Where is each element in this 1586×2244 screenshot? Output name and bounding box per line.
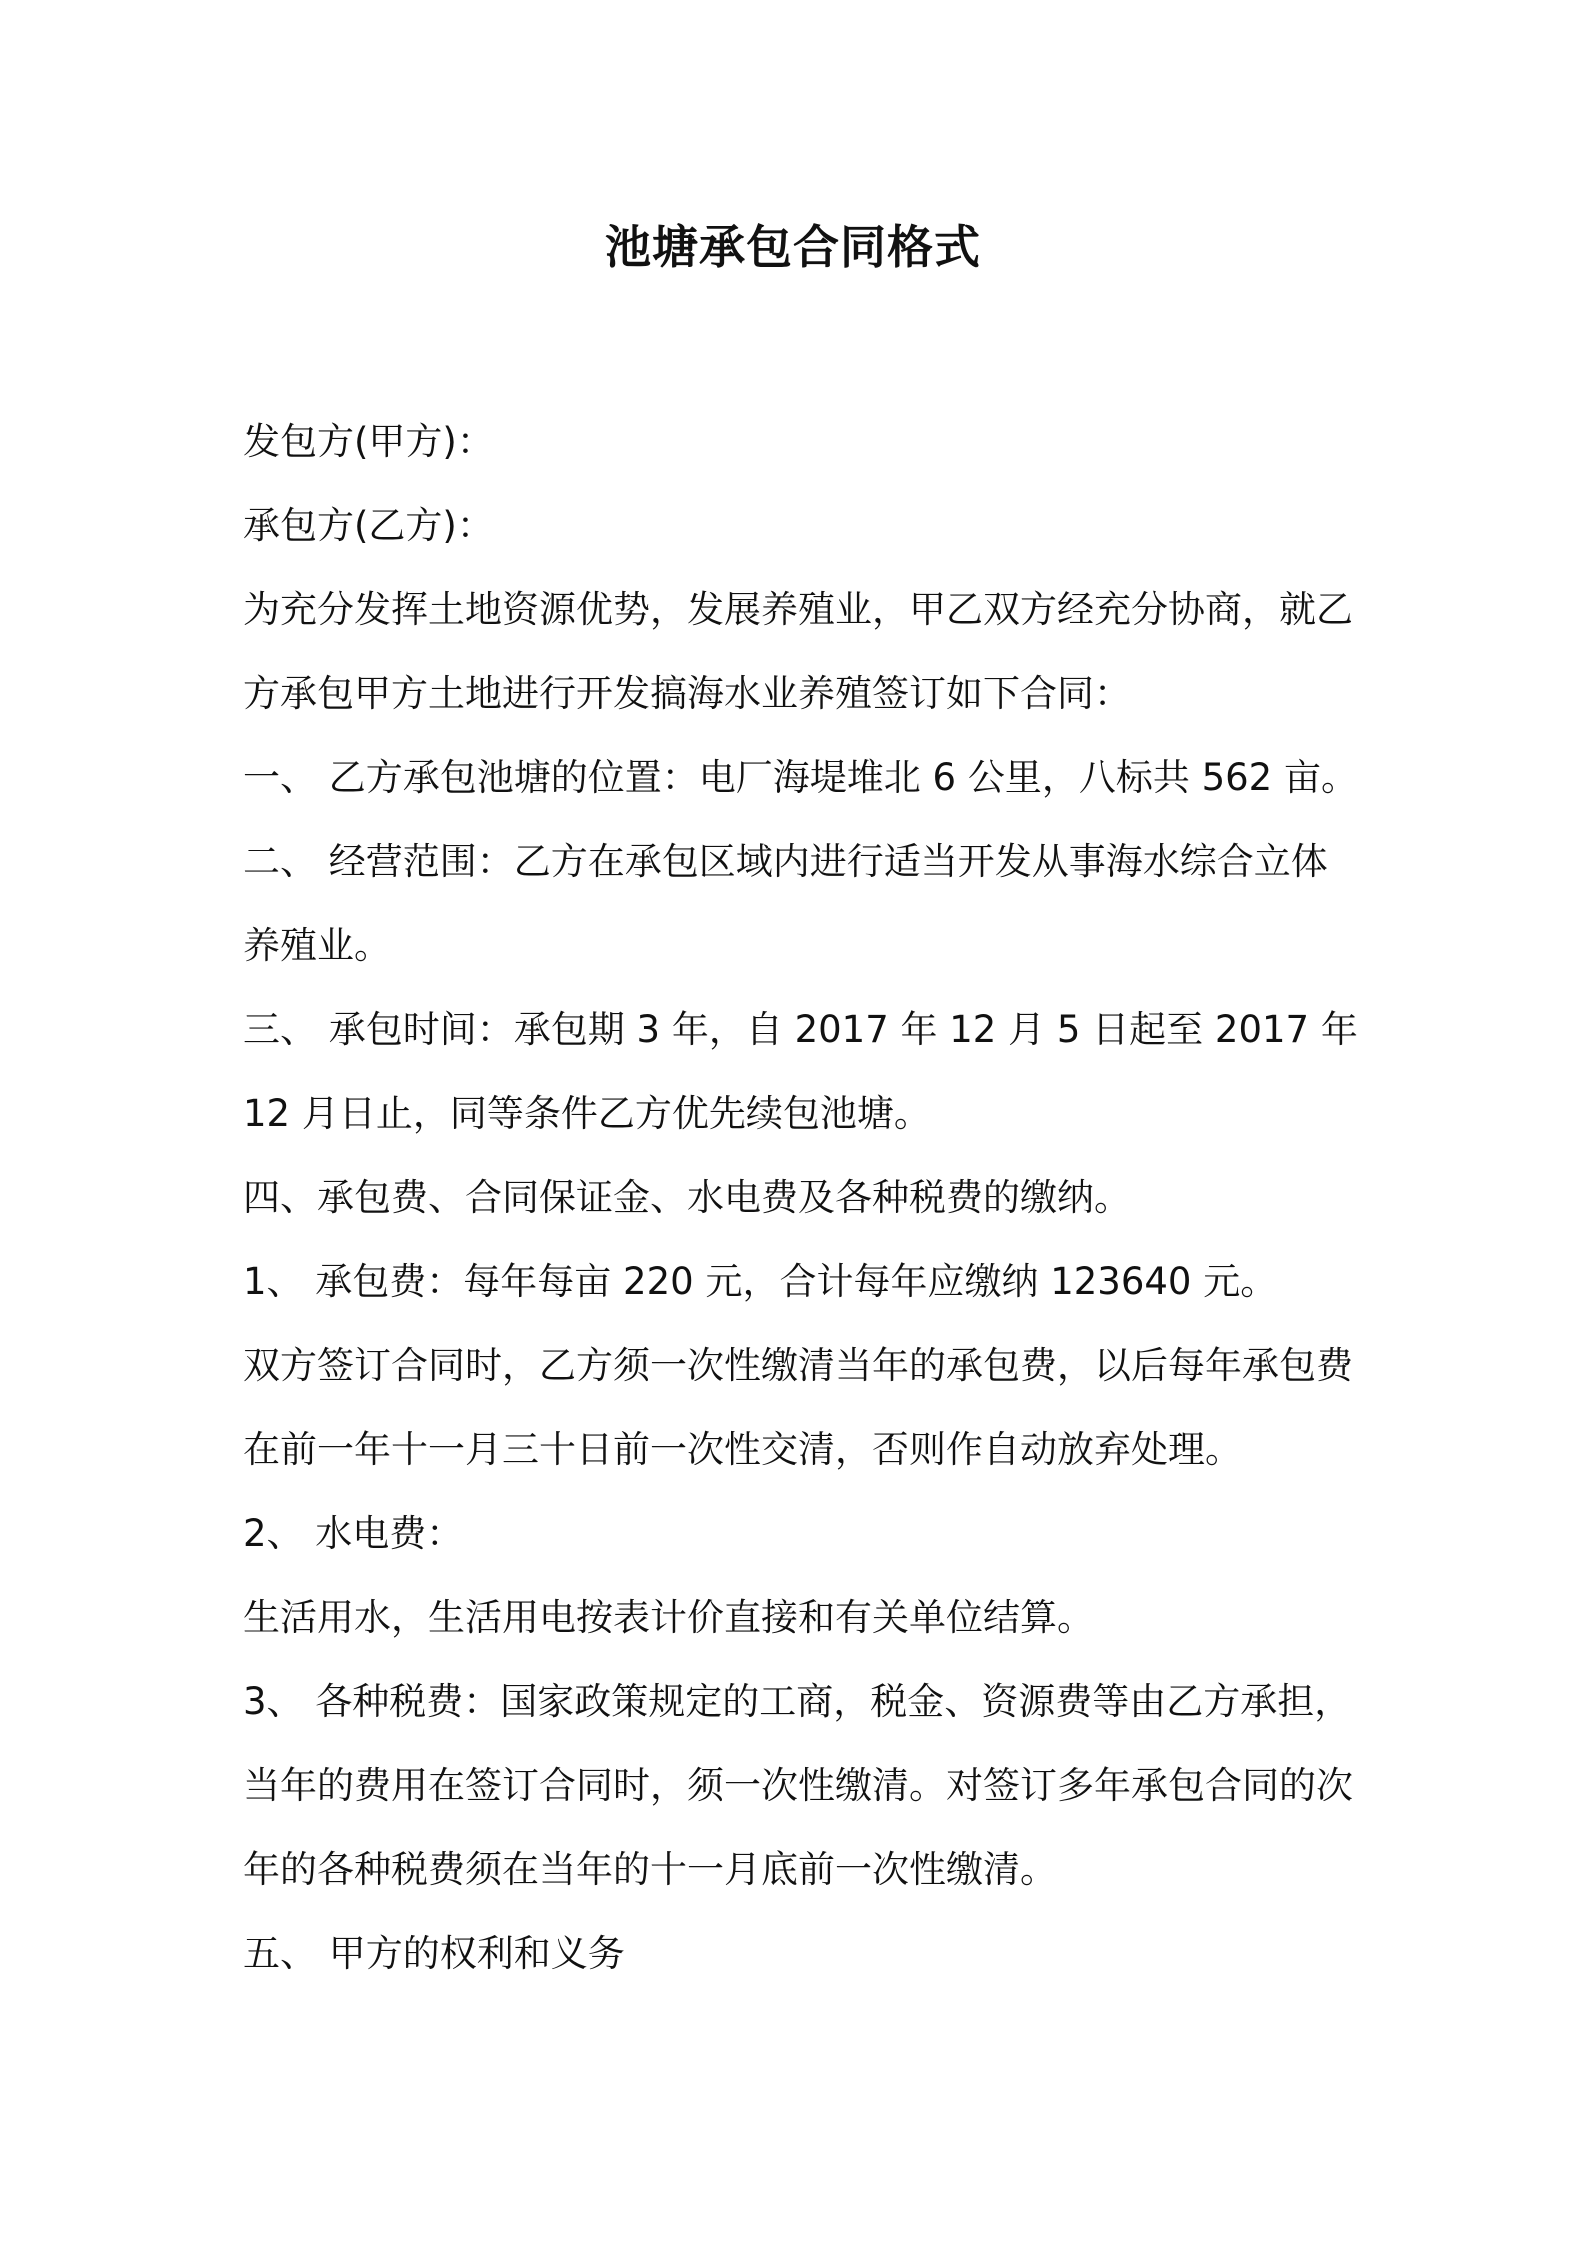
fee-item-1: 1、 承包费：每年每亩 220 元，合计每年应缴纳 123640 元。 (243, 1260, 1278, 1303)
document-body (243, 400, 1363, 1996)
party-a-line: 发包方(甲方)： (243, 420, 494, 463)
fee-item-3-line-2: 当年的费用在签订合同时，须一次性缴清。对签订多年承包合同的次 (243, 1764, 1353, 1807)
preamble-line-2: 方承包甲方土地进行开发搞海水业养殖签订如下合同： (243, 672, 1131, 715)
clause-3-term-line-2: 12 月日止，同等条件乙方优先续包池塘。 (243, 1092, 931, 1135)
fee-item-3-line-1: 3、 各种税费：国家政策规定的工商，税金、资源费等由乙方承担， (243, 1680, 1352, 1723)
clause-4-fees-heading: 四、承包费、合同保证金、水电费及各种税费的缴纳。 (243, 1176, 1131, 1219)
clause-5-heading: 五、 甲方的权利和义务 (243, 1932, 625, 1975)
fee-item-2-detail: 生活用水，生活用电按表计价直接和有关单位结算。 (243, 1596, 1094, 1639)
fee-item-1-detail-line-2: 在前一年十一月三十日前一次性交清，否则作自动放弃处理。 (243, 1428, 1242, 1471)
clause-3-term-line-1: 三、 承包时间：承包期 3 年，自 2017 年 12 月 5 日起至 2017 年 (243, 1008, 1358, 1051)
clause-2-scope-line-1: 二、 经营范围：乙方在承包区域内进行适当开发从事海水综合立体 (243, 840, 1328, 883)
fee-item-1-detail-line-1: 双方签订合同时，乙方须一次性缴清当年的承包费，以后每年承包费 (243, 1344, 1353, 1387)
fee-item-2: 2、 水电费： (243, 1512, 464, 1555)
preamble-line-1: 为充分发挥土地资源优势，发展养殖业，甲乙双方经充分协商，就乙 (243, 588, 1353, 631)
fee-item-3-line-3: 年的各种税费须在当年的十一月底前一次性缴清。 (243, 1848, 1057, 1891)
clause-1-location: 一、 乙方承包池塘的位置：电厂海堤堆北 6 公里，八标共 562 亩。 (243, 756, 1358, 799)
party-b-line: 承包方(乙方)： (243, 504, 494, 547)
document-title: 池塘承包合同格式 (605, 220, 981, 274)
clause-2-scope-line-2: 养殖业。 (243, 924, 391, 967)
